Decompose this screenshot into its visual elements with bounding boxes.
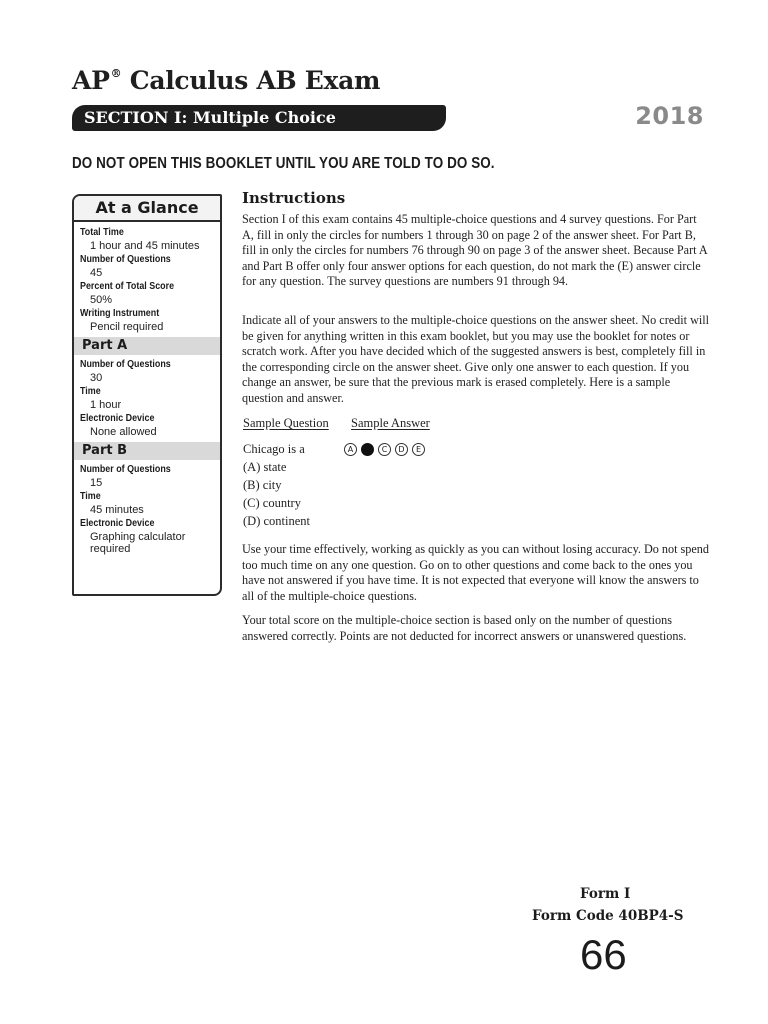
sample-choice: (A) state [243, 460, 287, 474]
glance-overview [74, 222, 220, 334]
glance-value-writing-instrument: Pencil required [90, 321, 164, 333]
form-label: Form I [580, 886, 631, 902]
part-a-label-time: Time [80, 385, 101, 397]
glance-label-total-time: Total Time [80, 226, 124, 238]
do-not-open-warning: DO NOT OPEN THIS BOOKLET UNTIL YOU ARE TOLD TO DO SO. [72, 155, 495, 172]
part-a-value-device: None allowed [90, 426, 157, 438]
sample-choice: (D) continent [243, 514, 310, 528]
part-a-details [74, 358, 220, 439]
glance-value-number-of-questions: 45 [90, 267, 103, 279]
form-code: Form Code 40BP4-S [532, 908, 684, 924]
glance-value-total-time: 1 hour and 45 minutes [90, 240, 200, 252]
part-b-details [74, 463, 220, 555]
section-banner: SECTION I: Multiple Choice [72, 105, 446, 131]
answer-bubble-e: E [412, 443, 425, 456]
sample-question-stem: Chicago is a [243, 442, 305, 456]
sample-choice: (C) country [243, 496, 301, 510]
answer-bubble-c: C [378, 443, 391, 456]
part-b-value-device: Graphing calculator [90, 531, 186, 543]
instructions-paragraph: Section I of this exam contains 45 multiple-choice questions and 4 survey questions. For Part A, fill in only the circles for numbers 1 through 30 on page 2 of the answer sheet. For Part B, fill in only the circles for numbers 76 through 90 on page 3 of the answer sheet. Because Part A and Part B offer only four answer options for each question, do not mark the (E) answer circle for any question. The survey questions are numbers 91 through 94. [242, 212, 708, 289]
glance-value-percent-score: 50% [90, 294, 113, 306]
answer-bubble-a: A [344, 443, 357, 456]
part-a-label-questions: Number of Questions [80, 358, 171, 370]
part-b-header: Part B [74, 442, 220, 460]
at-a-glance-title: At a Glance [74, 196, 220, 222]
part-b-value-time: 45 minutes [90, 504, 144, 516]
part-a-value-time: 1 hour [90, 399, 122, 411]
part-b-label-device: Electronic Device [80, 517, 155, 529]
page-number: 66 [580, 931, 627, 978]
instructions-paragraph: Your total score on the multiple-choice section is based only on the number of questions answered correctly. Points are not deducted for incorrect answers or unanswered questions. [242, 613, 687, 643]
exam-title-ap: AP [72, 66, 110, 95]
sample-question-heading: Sample Question [243, 416, 329, 430]
glance-label-writing-instrument: Writing Instrument [80, 307, 160, 319]
part-a-header: Part A [74, 337, 220, 355]
registered-mark: ® [110, 67, 122, 80]
part-a-label-device: Electronic Device [80, 412, 155, 424]
at-a-glance-panel [72, 194, 222, 596]
glance-label-number-of-questions: Number of Questions [80, 253, 171, 265]
sample-choice: (B) city [243, 478, 282, 492]
part-b-label-time: Time [80, 490, 101, 502]
part-b-value-questions: 15 [90, 477, 103, 489]
sample-answer-heading: Sample Answer [351, 416, 430, 430]
instructions-heading: Instructions [242, 189, 346, 207]
instructions-paragraph: Use your time effectively, working as quickly as you can without losing accuracy. Do not spend too much time on any one question. Go on to other questions and come back to the ones you have not answered if you have time. It is not expected that everyone will know the answers to all of the multiple-choice questions. [242, 542, 709, 603]
part-b-label-questions: Number of Questions [80, 463, 171, 475]
exam-title [72, 66, 380, 95]
glance-label-percent-score: Percent of Total Score [80, 280, 175, 292]
instructions-paragraph: Indicate all of your answers to the multiple-choice questions on the answer sheet. No credit will be given for anything written in this exam booklet, but you may use the booklet for notes or scratch work. After you have decided which of the suggested answers is best, completely fill in the corresponding circle on the answer sheet. Give only one answer to each question. If you change an answer, be sure that the previous mark is erased completely. Here is a sample question and answer. [242, 313, 710, 405]
sample-answer-bubbles [344, 443, 425, 456]
answer-bubble-b-filled: B [361, 443, 374, 456]
answer-bubble-d: D [395, 443, 408, 456]
exam-title-rest: Calculus AB Exam [121, 66, 381, 95]
exam-year: 2018 [635, 102, 704, 130]
part-a-value-questions: 30 [90, 372, 103, 384]
part-b-value-device-cont: required [90, 543, 131, 555]
